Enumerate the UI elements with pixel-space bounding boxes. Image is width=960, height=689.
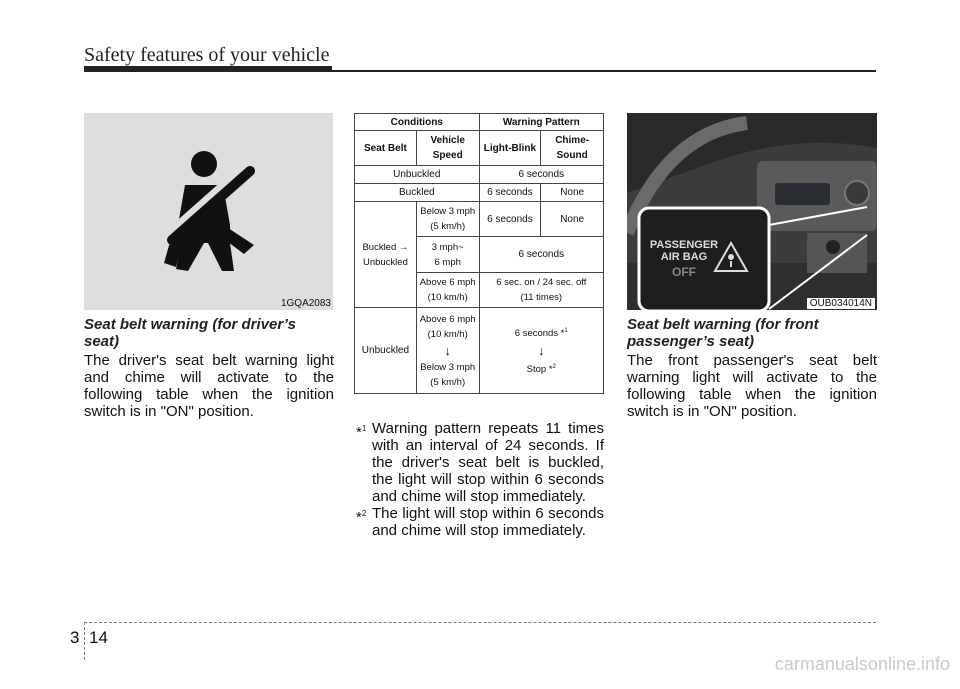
driver-seat-belt-body: The driver's seat belt warning light and chime will activate to the following table when the ignition switch is in "ON" position. [84, 352, 334, 420]
table-cell: None [541, 202, 604, 237]
table-text: (5 km/h) [430, 376, 466, 388]
table-cell: 6 seconds [479, 237, 603, 273]
footer-rule [84, 622, 876, 623]
table-header-conditions: Conditions [355, 114, 480, 131]
table-text: (10 km/h) [427, 292, 468, 303]
table-cell: 6 seconds [479, 184, 541, 202]
table-text: Above 6 mph [419, 277, 476, 288]
page-number-divider [84, 622, 85, 660]
table-header-vehicle-speed: Vehicle Speed [416, 131, 479, 166]
table-cell: 6 seconds [479, 166, 603, 184]
table-text: (5 km/h) [430, 221, 466, 232]
passenger-seat-belt-heading: Seat belt warning (for front passenger’s seat) [627, 316, 819, 350]
page-header-title: Safety features of your vehicle [84, 44, 330, 66]
table-text: 1 [564, 328, 568, 335]
footnote-number: 2 [361, 509, 367, 518]
down-arrow-icon: ↓ [444, 342, 451, 358]
table-text: Below 3 mph [420, 361, 476, 373]
table-text: 6 seconds * [514, 328, 565, 340]
watermark: carmanualsonline.info [774, 654, 950, 674]
airbag-label-line1: PASSENGER [649, 239, 719, 251]
header-rule [84, 70, 876, 72]
table-cell [479, 273, 603, 308]
table-cell: Unbuckled [355, 166, 480, 184]
footnote-number: 1 [361, 424, 367, 433]
table-text: 3 mph~ [431, 241, 464, 253]
footnote-2 [356, 505, 604, 539]
table-cell: Unbuckled [355, 308, 417, 394]
table-text: Unbuckled [362, 256, 408, 268]
warning-pattern-table [354, 113, 604, 394]
passenger-airbag-figure [627, 113, 877, 310]
page-number: 14 [89, 628, 108, 647]
table-cell: 6 seconds [479, 202, 541, 237]
table-header-warning-pattern: Warning Pattern [479, 114, 603, 131]
table-text: 2 [552, 363, 556, 370]
table-cell: None [541, 184, 604, 202]
table-text: (11 times) [520, 292, 563, 303]
table-cell [416, 237, 479, 273]
footnote-text: Warning pattern repeats 11 times with an interval of 24 seconds. If the driver's seat belt is buckled, the light will stop within 6 seconds and chime will stop immediately. [372, 420, 604, 505]
table-header-seat-belt: Seat Belt [355, 131, 417, 166]
table-text: Above 6 mph [419, 313, 476, 325]
passenger-seat-belt-body: The front passenger's seat belt warning light will activate to the following table when the ignition switch is in "ON" position. [627, 352, 877, 420]
table-cell [479, 308, 603, 394]
footnote-1 [356, 420, 604, 505]
down-arrow-icon: ↓ [538, 342, 545, 358]
table-cell [416, 308, 479, 394]
passenger-airbag-label [649, 239, 719, 278]
figure-caption-right: OUB034014N [807, 298, 875, 309]
table-text: Below 3 mph [420, 206, 476, 217]
table-text: 6 sec. on / 24 sec. off [496, 277, 587, 288]
seat-belt-warning-icon [84, 113, 333, 310]
table-header-light-blink: Light-Blink [479, 131, 541, 166]
airbag-label-line2: AIR BAG [660, 251, 708, 263]
footnote-text: The light will stop within 6 seconds and chime will stop immediately. [372, 505, 604, 539]
table-text: 6 mph [434, 256, 461, 268]
footnote-mark: * [356, 424, 362, 441]
table-header-chime-sound: Chime-Sound [541, 131, 604, 166]
table-text: Stop * [526, 363, 553, 375]
figure-caption-left: 1GQA2083 [280, 298, 331, 309]
driver-seat-belt-heading: Seat belt warning (for driver’s seat) [84, 316, 296, 350]
table-cell-group-buckled-unbuckled [355, 202, 417, 308]
section-number: 3 [70, 628, 80, 647]
table-cell: Buckled [355, 184, 480, 202]
seat-belt-warning-figure [84, 113, 333, 310]
table-cell [416, 273, 479, 308]
footnote-mark: * [356, 509, 362, 526]
table-cell [416, 202, 479, 237]
table-text: (10 km/h) [427, 328, 468, 340]
airbag-label-off: OFF [672, 265, 696, 279]
table-text: Buckled → [362, 241, 409, 253]
dashboard-photo [627, 113, 877, 310]
